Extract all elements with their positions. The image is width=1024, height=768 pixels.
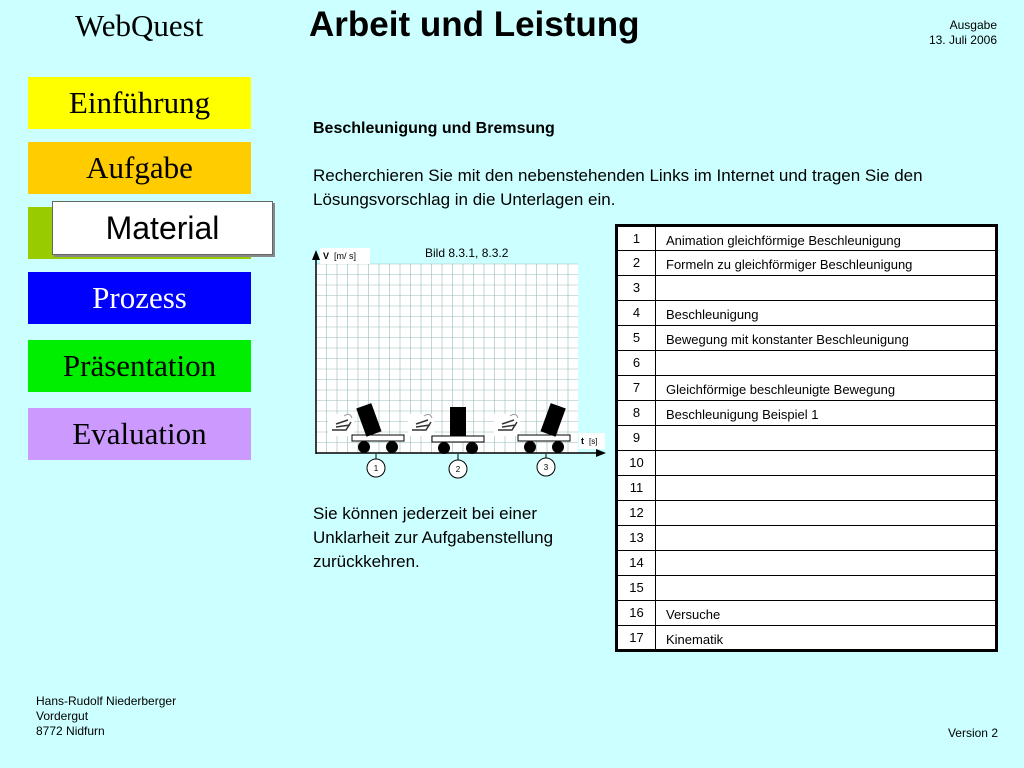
push-hand-icon bbox=[328, 414, 354, 436]
link-cell[interactable]: Beschleunigung bbox=[656, 301, 997, 326]
nav-aufgabe[interactable]: Aufgabe bbox=[28, 142, 251, 194]
link-cell[interactable]: Kinematik bbox=[656, 626, 997, 651]
link-cell[interactable]: Beschleunigung Beispiel 1 bbox=[656, 401, 997, 426]
table-row bbox=[617, 501, 997, 526]
table-row bbox=[617, 576, 997, 601]
row-number: 5 bbox=[617, 326, 656, 351]
link-cell bbox=[656, 551, 997, 576]
row-number: 10 bbox=[617, 451, 656, 476]
y-axis-unit: [m/ s] bbox=[334, 251, 356, 261]
figure-grid bbox=[316, 264, 578, 453]
row-number: 11 bbox=[617, 476, 656, 501]
y-axis-arrow-icon bbox=[312, 250, 320, 260]
author-name: Hans-Rudolf Niederberger bbox=[36, 694, 177, 708]
table-row bbox=[617, 626, 997, 651]
table-row bbox=[617, 601, 997, 626]
link-cell[interactable]: Formeln zu gleichförmiger Beschleunigung bbox=[656, 251, 997, 276]
table-row bbox=[617, 376, 997, 401]
author-city: 8772 Nidfurn bbox=[36, 724, 105, 738]
link-cell bbox=[656, 426, 997, 451]
table-row bbox=[617, 251, 997, 276]
link-cell[interactable]: Bewegung mit konstanter Beschleunigung bbox=[656, 326, 997, 351]
nav-einfuehrung[interactable]: Einführung bbox=[28, 77, 251, 129]
push-hand-icon bbox=[408, 414, 434, 436]
edition-date: 13. Juli 2006 bbox=[928, 33, 997, 47]
table-row bbox=[617, 526, 997, 551]
row-number: 8 bbox=[617, 401, 656, 426]
instructions-text: Recherchieren Sie mit den nebenstehenden Links im Internet und tragen Sie den Lösungsvorschlag in die Unterlagen ein. bbox=[313, 166, 923, 209]
push-hand-icon bbox=[494, 414, 520, 436]
row-number: 7 bbox=[617, 376, 656, 401]
links-table bbox=[615, 224, 998, 652]
table-row bbox=[617, 551, 997, 576]
link-cell[interactable]: Gleichförmige beschleunigte Bewegung bbox=[656, 376, 997, 401]
link-cell[interactable]: Versuche bbox=[656, 601, 997, 626]
link-cell bbox=[656, 526, 997, 551]
link-cell bbox=[656, 476, 997, 501]
table-row bbox=[617, 226, 997, 251]
marker-3 bbox=[537, 454, 555, 476]
row-number: 6 bbox=[617, 351, 656, 376]
row-number: 14 bbox=[617, 551, 656, 576]
link-cell bbox=[656, 351, 997, 376]
row-number: 12 bbox=[617, 501, 656, 526]
figure-caption: Bild 8.3.1, 8.3.2 bbox=[425, 246, 509, 260]
marker-3-label: 3 bbox=[543, 463, 549, 472]
brand-title: WebQuest bbox=[75, 8, 204, 43]
row-number: 17 bbox=[617, 626, 656, 651]
table-row bbox=[617, 301, 997, 326]
link-cell[interactable]: Animation gleichförmige Beschleunigung bbox=[656, 226, 997, 251]
page-title: Arbeit und Leistung bbox=[309, 5, 640, 44]
link-cell bbox=[656, 276, 997, 301]
return-note: Sie können jederzeit bei einer Unklarheit zur Aufgabenstellung zurückkehren. bbox=[313, 504, 554, 571]
nav-praesentation[interactable]: Präsentation bbox=[28, 340, 251, 392]
row-number: 2 bbox=[617, 251, 656, 276]
x-axis-arrow-icon bbox=[596, 449, 606, 457]
row-number: 1 bbox=[617, 226, 656, 251]
version-label: Version 2 bbox=[947, 726, 998, 740]
row-number: 13 bbox=[617, 526, 656, 551]
table-row bbox=[617, 476, 997, 501]
table-row bbox=[617, 451, 997, 476]
x-axis-unit: [s] bbox=[589, 437, 598, 446]
marker-2-label: 2 bbox=[455, 465, 461, 474]
edition-label: Ausgabe bbox=[949, 18, 997, 32]
marker-2 bbox=[449, 454, 467, 478]
link-cell bbox=[656, 451, 997, 476]
acceleration-figure bbox=[306, 244, 611, 484]
marker-1-label: 1 bbox=[373, 464, 379, 473]
table-row bbox=[617, 401, 997, 426]
section-title: Beschleunigung und Bremsung bbox=[313, 120, 555, 137]
nav-material[interactable]: Material bbox=[52, 201, 273, 255]
row-number: 3 bbox=[617, 276, 656, 301]
link-cell bbox=[656, 501, 997, 526]
nav-evaluation[interactable]: Evaluation bbox=[28, 408, 251, 460]
row-number: 15 bbox=[617, 576, 656, 601]
link-cell bbox=[656, 576, 997, 601]
y-axis-label: V bbox=[323, 251, 330, 261]
row-number: 4 bbox=[617, 301, 656, 326]
edition-info bbox=[929, 18, 997, 48]
table-row bbox=[617, 351, 997, 376]
author-info bbox=[36, 694, 176, 739]
row-number: 9 bbox=[617, 426, 656, 451]
table-row bbox=[617, 326, 997, 351]
x-axis-label: t bbox=[581, 436, 584, 446]
marker-1 bbox=[367, 454, 385, 477]
table-row bbox=[617, 426, 997, 451]
table-row bbox=[617, 276, 997, 301]
nav-prozess[interactable]: Prozess bbox=[28, 272, 251, 324]
author-street: Vordergut bbox=[36, 709, 89, 723]
row-number: 16 bbox=[617, 601, 656, 626]
